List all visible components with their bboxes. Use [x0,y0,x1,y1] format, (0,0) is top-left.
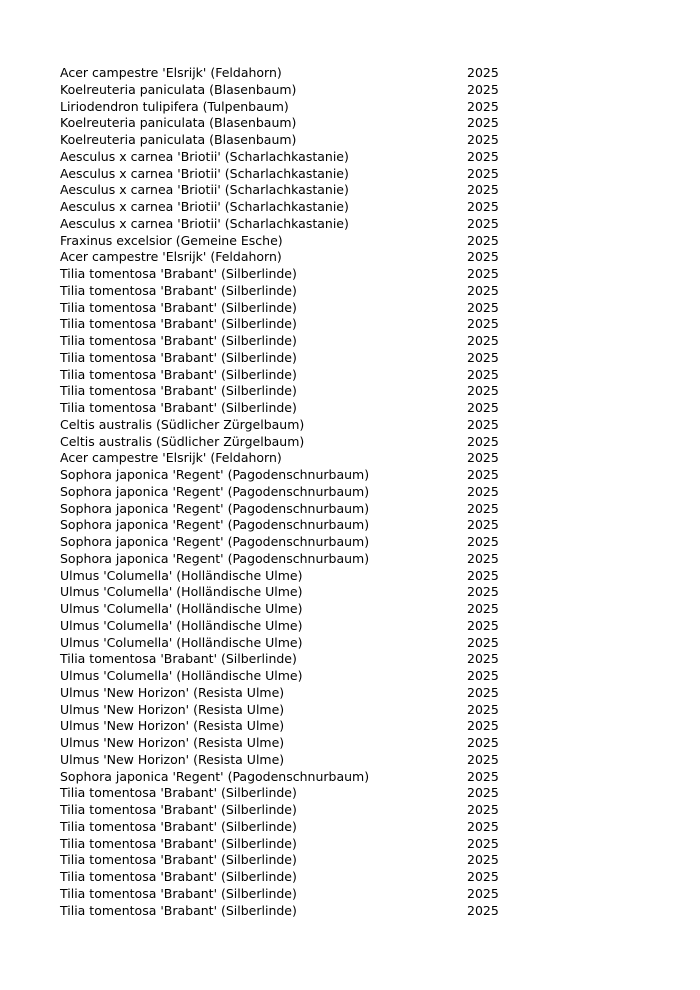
tree-species-cell: Tilia tomentosa 'Brabant' (Silberlinde) [60,651,297,667]
planting-year-cell: 2025 [467,735,499,750]
tree-species-cell: Tilia tomentosa 'Brabant' (Silberlinde) [60,802,297,817]
planting-year-cell: 2025 [467,785,499,801]
planting-year-cell: 2025 [467,802,499,817]
tree-species-cell: Tilia tomentosa 'Brabant' (Silberlinde) [60,333,297,348]
tree-planting-table [60,65,500,919]
planting-year-cell: 2025 [467,902,499,918]
planting-year-cell: 2025 [467,751,499,767]
table-row [60,903,500,920]
table-row [60,82,500,99]
planting-year-cell: 2025 [467,433,499,449]
planting-year-cell: 2025 [467,684,499,700]
table-row [60,467,500,484]
table-row [60,484,500,501]
planting-year-cell: 2025 [467,584,499,600]
tree-species-cell: Tilia tomentosa 'Brabant' (Silberlinde) [60,316,297,332]
table-row [60,149,500,166]
tree-species-cell: Koelreuteria paniculata (Blasenbaum) [60,115,297,131]
planting-year-cell: 2025 [467,668,499,683]
planting-year-cell: 2025 [467,299,499,315]
tree-species-cell: Ulmus 'Columella' (Holländische Ulme) [60,668,303,683]
planting-year-cell: 2025 [467,634,499,650]
table-row [60,668,500,685]
table-row [60,383,500,400]
table-row [60,501,500,518]
table-row [60,584,500,601]
table-row [60,283,500,300]
tree-species-cell: Ulmus 'New Horizon' (Resista Ulme) [60,735,285,750]
tree-species-cell: Tilia tomentosa 'Brabant' (Silberlinde) [60,366,297,382]
tree-species-cell: Tilia tomentosa 'Brabant' (Silberlinde) [60,818,297,834]
tree-species-cell: Sophora japonica 'Regent' (Pagodenschnurbaum) [60,467,370,482]
table-row [60,852,500,869]
table-row [60,869,500,886]
table-row [60,785,500,802]
tree-species-cell: Sophora japonica 'Regent' (Pagodenschnurbaum) [60,517,370,533]
table-row [60,316,500,333]
table-row [60,350,500,367]
tree-species-cell: Tilia tomentosa 'Brabant' (Silberlinde) [60,266,297,281]
table-row [60,300,500,317]
tree-species-cell: Ulmus 'New Horizon' (Resista Ulme) [60,701,285,717]
tree-species-cell: Tilia tomentosa 'Brabant' (Silberlinde) [60,349,297,365]
table-row [60,216,500,233]
tree-species-cell: Aesculus x carnea 'Briotii' (Scharlachkastanie) [60,148,349,164]
table-row [60,836,500,853]
tree-species-cell: Tilia tomentosa 'Brabant' (Silberlinde) [60,902,297,918]
table-row [60,551,500,568]
planting-year-cell: 2025 [467,885,499,901]
planting-year-cell: 2025 [467,852,499,868]
planting-year-cell: 2025 [467,869,499,884]
table-row [60,182,500,199]
planting-year-cell: 2025 [467,450,499,466]
planting-year-cell: 2025 [467,148,499,164]
tree-species-cell: Liriodendron tulipifera (Tulpenbaum) [60,98,289,114]
table-row [60,752,500,769]
table-row [60,233,500,250]
planting-year-cell: 2025 [467,182,499,198]
tree-species-cell: Aesculus x carnea 'Briotii' (Scharlachkastanie) [60,165,349,181]
tree-species-cell: Ulmus 'Columella' (Holländische Ulme) [60,584,303,600]
tree-species-cell: Fraxinus excelsior (Gemeine Esche) [60,232,283,248]
tree-species-cell: Koelreuteria paniculata (Blasenbaum) [60,81,297,97]
planting-year-cell: 2025 [467,617,499,633]
table-row [60,266,500,283]
table-row [60,417,500,434]
tree-species-cell: Tilia tomentosa 'Brabant' (Silberlinde) [60,785,297,801]
planting-year-cell: 2025 [467,467,499,482]
tree-species-cell: Acer campestre 'Elsrijk' (Feldahorn) [60,65,282,80]
tree-species-cell: Sophora japonica 'Regent' (Pagodenschnurbaum) [60,500,370,516]
tree-species-cell: Tilia tomentosa 'Brabant' (Silberlinde) [60,885,297,901]
tree-species-cell: Ulmus 'New Horizon' (Resista Ulme) [60,718,285,734]
planting-year-cell: 2025 [467,567,499,583]
tree-species-cell: Tilia tomentosa 'Brabant' (Silberlinde) [60,383,297,399]
planting-year-cell: 2025 [467,400,499,415]
table-row [60,618,500,635]
table-row [60,568,500,585]
table-row [60,199,500,216]
table-row [60,651,500,668]
tree-species-cell: Ulmus 'Columella' (Holländische Ulme) [60,601,303,616]
planting-year-cell: 2025 [467,517,499,533]
tree-species-cell: Ulmus 'Columella' (Holländische Ulme) [60,634,303,650]
tree-species-cell: Aesculus x carnea 'Briotii' (Scharlachkastanie) [60,215,349,231]
planting-year-cell: 2025 [467,115,499,131]
tree-species-cell: Sophora japonica 'Regent' (Pagodenschnurbaum) [60,483,370,499]
table-row [60,132,500,149]
tree-species-cell: Tilia tomentosa 'Brabant' (Silberlinde) [60,299,297,315]
table-row [60,367,500,384]
planting-year-cell: 2025 [467,215,499,231]
table-row [60,601,500,618]
planting-year-cell: 2025 [467,835,499,851]
table-row [60,166,500,183]
table-row [60,802,500,819]
table-row [60,115,500,132]
tree-species-cell: Aesculus x carnea 'Briotii' (Scharlachkastanie) [60,199,349,214]
planting-year-cell: 2025 [467,282,499,298]
planting-year-cell: 2025 [467,768,499,784]
planting-year-cell: 2025 [467,349,499,365]
table-row [60,99,500,116]
table-row [60,400,500,417]
tree-species-cell: Sophora japonica 'Regent' (Pagodenschnurbaum) [60,550,370,566]
tree-species-cell: Sophora japonica 'Regent' (Pagodenschnurbaum) [60,768,370,784]
table-row [60,333,500,350]
table-row [60,249,500,266]
table-row [60,65,500,82]
tree-species-cell: Tilia tomentosa 'Brabant' (Silberlinde) [60,835,297,851]
table-row [60,517,500,534]
planting-year-cell: 2025 [467,249,499,265]
planting-year-cell: 2025 [467,199,499,214]
planting-year-cell: 2025 [467,818,499,834]
tree-species-cell: Aesculus x carnea 'Briotii' (Scharlachkastanie) [60,182,349,198]
planting-year-cell: 2025 [467,232,499,248]
table-row [60,735,500,752]
tree-species-cell: Tilia tomentosa 'Brabant' (Silberlinde) [60,869,297,884]
tree-species-cell: Tilia tomentosa 'Brabant' (Silberlinde) [60,852,297,868]
tree-species-cell: Ulmus 'New Horizon' (Resista Ulme) [60,684,285,700]
planting-year-cell: 2025 [467,333,499,348]
tree-species-cell: Ulmus 'New Horizon' (Resista Ulme) [60,751,285,767]
tree-species-cell: Celtis australis (Südlicher Zürgelbaum) [60,433,305,449]
table-row [60,450,500,467]
planting-year-cell: 2025 [467,701,499,717]
planting-year-cell: 2025 [467,81,499,97]
planting-year-cell: 2025 [467,266,499,281]
planting-year-cell: 2025 [467,601,499,616]
tree-species-cell: Ulmus 'Columella' (Holländische Ulme) [60,567,303,583]
planting-year-cell: 2025 [467,132,499,147]
tree-species-cell: Koelreuteria paniculata (Blasenbaum) [60,132,297,147]
tree-species-cell: Tilia tomentosa 'Brabant' (Silberlinde) [60,400,297,415]
table-row [60,434,500,451]
table-row [60,819,500,836]
planting-year-cell: 2025 [467,165,499,181]
planting-year-cell: 2025 [467,98,499,114]
tree-species-cell: Acer campestre 'Elsrijk' (Feldahorn) [60,450,282,466]
tree-species-cell: Tilia tomentosa 'Brabant' (Silberlinde) [60,282,297,298]
tree-species-cell: Sophora japonica 'Regent' (Pagodenschnurbaum) [60,534,370,549]
planting-year-cell: 2025 [467,651,499,667]
table-row [60,635,500,652]
table-row [60,886,500,903]
planting-year-cell: 2025 [467,483,499,499]
tree-species-cell: Ulmus 'Columella' (Holländische Ulme) [60,617,303,633]
table-row [60,534,500,551]
tree-species-cell: Celtis australis (Südlicher Zürgelbaum) [60,416,305,432]
planting-year-cell: 2025 [467,500,499,516]
planting-year-cell: 2025 [467,316,499,332]
planting-year-cell: 2025 [467,550,499,566]
planting-year-cell: 2025 [467,416,499,432]
planting-year-cell: 2025 [467,65,499,80]
tree-species-cell: Acer campestre 'Elsrijk' (Feldahorn) [60,249,282,265]
table-row [60,769,500,786]
planting-year-cell: 2025 [467,718,499,734]
table-row [60,718,500,735]
planting-year-cell: 2025 [467,383,499,399]
table-row [60,702,500,719]
planting-year-cell: 2025 [467,366,499,382]
table-row [60,685,500,702]
planting-year-cell: 2025 [467,534,499,549]
